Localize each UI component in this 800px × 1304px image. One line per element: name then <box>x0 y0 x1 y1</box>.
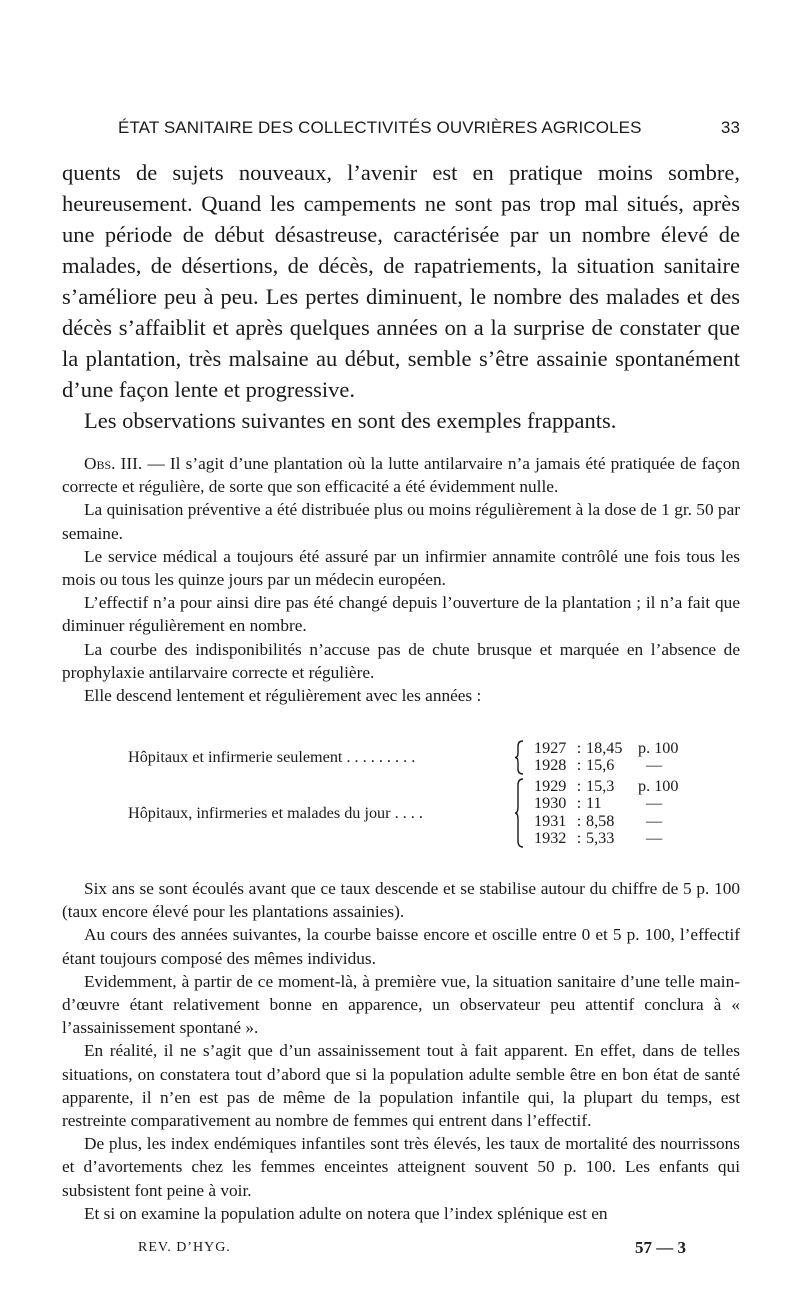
discussion-paragraph: Et si on examine la population adulte on notera que l’index splénique est en <box>84 1203 608 1223</box>
table-row: 1930 : 11 — <box>534 794 663 813</box>
intro-paragraph: Les observations suivantes en sont des exemples frappants. <box>84 408 617 433</box>
table-row: 1927 : 18,45 p. 100 <box>534 739 679 757</box>
observation-paragraph: La quinisation préventive a été distribuée plus ou moins régulièrement à la dose de 1 gr. 50 par semaine. <box>62 500 740 543</box>
observation-paragraph: Le service médical a toujours été assuré par un infirmier annamite contrôlé une fois tous les mois ou tous les quinze jours par un médecin européen. <box>62 546 740 590</box>
table-row: 1928 : 15,6 — <box>534 756 663 775</box>
observation-paragraph: Elle descend lentement et régulièrement avec les années : <box>84 686 482 706</box>
running-header <box>118 118 740 138</box>
brace-icon <box>514 740 524 775</box>
discussion-paragraph: En réalité, il ne s’agit que d’un assainissement tout à fait apparent. En effet, dans de telles situations, on constatera tout d’abord que si la population adulte semble être en bon état de santé apparente, il n’en est pas de même de la population infantile qui, la plupart du temps, est restreinte comparativement au nombre de femmes qui entrent dans l’effectif. <box>62 1041 740 1131</box>
discussion-paragraph: De plus, les index endémiques infantiles sont très élevés, les taux de mortalité des nourrissons et d’avortements chez les femmes enceintes atteignent souvent 50 p. 100. Les enfants qui subsistent font peine à voir. <box>62 1134 740 1200</box>
journal-abbreviation: REV. D’HYG. <box>138 1240 231 1255</box>
observation-paragraph: La courbe des indisponibilités n’accuse pas de chute brusque et marquée en l’absence de prophylaxie antilarvaire correcte et régulière. <box>62 639 740 682</box>
table-row: 1931 : 8,58 — <box>534 811 663 830</box>
group-entries <box>534 740 678 775</box>
rate-table <box>62 740 740 852</box>
table-row: 1929 : 15,3 p. 100 <box>534 777 679 795</box>
running-title: ÉTAT SANITAIRE DES COLLECTIVITÉS OUVRIÈRES AGRICOLES <box>118 118 642 137</box>
discussion-paragraph: Evidemment, à partir de ce moment-là, à première vue, la situation sanitaire d’une telle main-d’œuvre étant relativement bonne en apparence, un observateur peu attentif conclura à « l’assainissement spontané ». <box>62 971 740 1038</box>
observation-paragraph: Obs. III. — Il s’agit d’une plantation où la lutte antilarvaire n’a jamais été pratiquée de façon correcte et régulière, de sorte que son efficacité a été évidemment nulle. <box>62 454 740 497</box>
observation-label: Obs. III. <box>84 454 143 473</box>
discussion-text <box>62 877 740 1225</box>
group-label: Hôpitaux et infirmerie seulement . . . . . . . . . <box>128 748 416 766</box>
observation-paragraph: L’effectif n’a pour ainsi dire pas été changé depuis l’ouverture de la plantation ; il n’a fait que diminuer régulièrement en nombre. <box>62 593 740 636</box>
page-footer <box>138 1240 686 1256</box>
table-row: 1932 : 5,33 — <box>534 829 663 848</box>
brace-icon <box>514 778 524 848</box>
signature-mark: 57 — 3 <box>635 1238 686 1257</box>
group-label: Hôpitaux, infirmeries et malades du jour . . . . <box>128 804 423 822</box>
intro-text <box>62 157 740 436</box>
discussion-paragraph: Six ans se sont écoulés avant que ce taux descende et se stabilise autour du chiffre de 5 p. 100 (taux encore élevé pour les plantations assainies). <box>62 879 740 922</box>
group-entries <box>534 778 678 848</box>
table-group <box>62 740 740 776</box>
page-number: 33 <box>720 118 740 137</box>
discussion-paragraph: Au cours des années suivantes, la courbe baisse encore et oscille entre 0 et 5 p. 100, l’effectif étant toujours composé des mêmes individus. <box>62 925 740 968</box>
intro-paragraph: quents de sujets nouveaux, l’avenir est en pratique moins sombre, heureusement. Quand les campements ne sont pas trop mal situés, après une période de début désastreuse, caractérisée par un nombre élevé de malades, de désertions, de décès, de rapatriements, la situation sanitaire s’améliore peu à peu. Les pertes diminuent, le nombre des malades et des décès s’affaiblit et après quelques années on a la surprise de constater que la plantation, très malsaine au début, semble s’être assainie spontanément d’une façon lente et progressive. <box>62 160 740 402</box>
table-group <box>62 778 740 850</box>
observation-block <box>62 452 740 707</box>
